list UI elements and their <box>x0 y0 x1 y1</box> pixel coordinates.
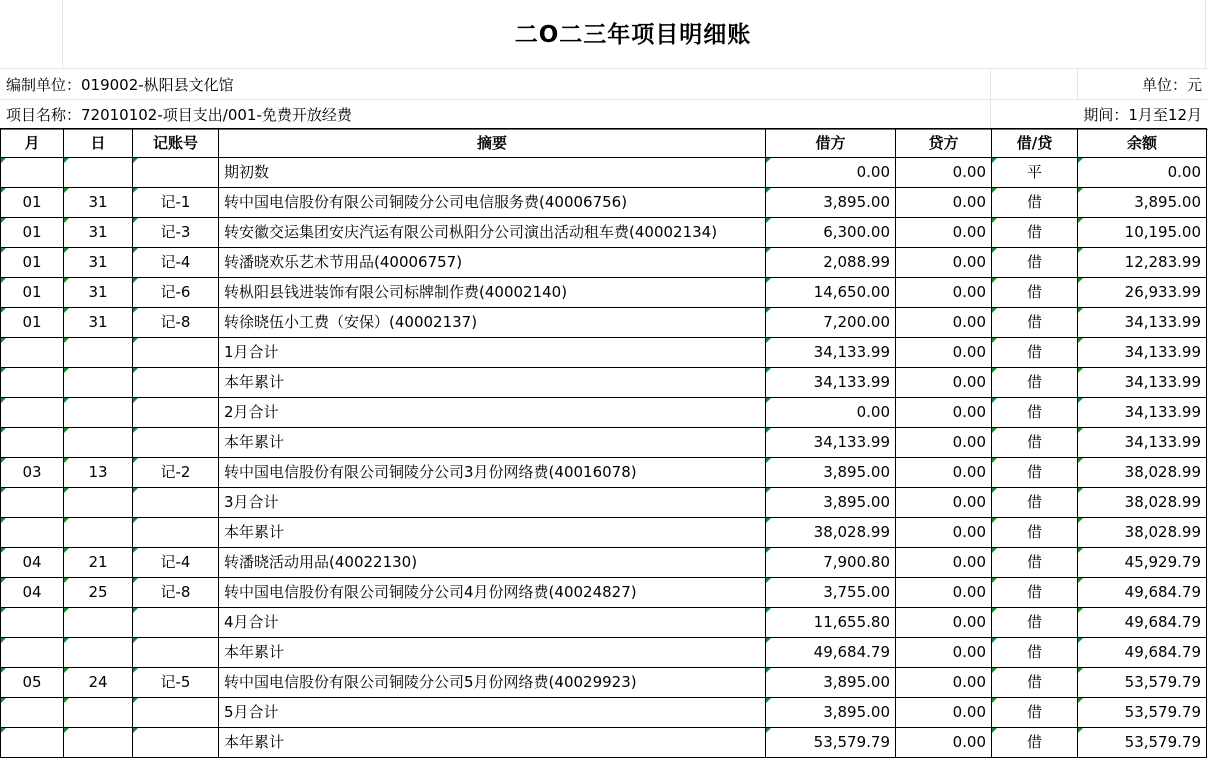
cell-month <box>1 518 64 548</box>
cell-credit: 0.00 <box>896 428 992 458</box>
cell-day: 13 <box>64 458 133 488</box>
cell-credit: 0.00 <box>896 698 992 728</box>
cell-debit: 7,200.00 <box>766 308 896 338</box>
table-row <box>1 638 1207 668</box>
cell-summary: 转中国电信股份有限公司铜陵分公司3月份网络费(40016078) <box>219 458 766 488</box>
table-row <box>1 428 1207 458</box>
cell-balance: 34,133.99 <box>1078 338 1207 368</box>
ledger-table <box>0 128 1207 758</box>
cell-debit: 7,900.80 <box>766 548 896 578</box>
cell-month: 01 <box>1 308 64 338</box>
table-row <box>1 218 1207 248</box>
table-row <box>1 158 1207 188</box>
cell-summary: 本年累计 <box>219 638 766 668</box>
table-row <box>1 548 1207 578</box>
cell-voucher <box>133 698 219 728</box>
cell-summary: 本年累计 <box>219 518 766 548</box>
cell-balance: 0.00 <box>1078 158 1207 188</box>
cell-credit: 0.00 <box>896 158 992 188</box>
cell-day <box>64 158 133 188</box>
cell-voucher: 记-6 <box>133 278 219 308</box>
cell-credit: 0.00 <box>896 608 992 638</box>
cell-voucher <box>133 638 219 668</box>
cell-day <box>64 608 133 638</box>
cell-voucher <box>133 728 219 758</box>
cell-voucher <box>133 488 219 518</box>
project-name: 项目名称：72010102-项目支出/001-免费开放经费 <box>6 106 352 124</box>
cell-voucher <box>133 398 219 428</box>
table-row <box>1 698 1207 728</box>
col-header-direction: 借/贷 <box>992 129 1078 158</box>
info-divider <box>990 99 991 129</box>
cell-summary: 转潘晓活动用品(40022130) <box>219 548 766 578</box>
cell-day <box>64 728 133 758</box>
cell-voucher: 记-1 <box>133 188 219 218</box>
cell-credit: 0.00 <box>896 638 992 668</box>
cell-month <box>1 398 64 428</box>
cell-debit: 6,300.00 <box>766 218 896 248</box>
cell-month <box>1 428 64 458</box>
cell-day: 31 <box>64 308 133 338</box>
table-row <box>1 578 1207 608</box>
cell-direction: 平 <box>992 158 1078 188</box>
cell-balance: 34,133.99 <box>1078 308 1207 338</box>
table-row <box>1 188 1207 218</box>
cell-balance: 34,133.99 <box>1078 368 1207 398</box>
cell-voucher: 记-8 <box>133 308 219 338</box>
table-row <box>1 278 1207 308</box>
cell-voucher <box>133 158 219 188</box>
cell-balance: 49,684.79 <box>1078 638 1207 668</box>
cell-month <box>1 638 64 668</box>
cell-direction: 借 <box>992 368 1078 398</box>
cell-balance: 53,579.79 <box>1078 728 1207 758</box>
cell-day <box>64 638 133 668</box>
cell-summary: 转枞阳县钱进装饰有限公司标牌制作费(40002140) <box>219 278 766 308</box>
cell-day: 21 <box>64 548 133 578</box>
cell-credit: 0.00 <box>896 398 992 428</box>
cell-balance: 12,283.99 <box>1078 248 1207 278</box>
cell-direction: 借 <box>992 428 1078 458</box>
cell-credit: 0.00 <box>896 548 992 578</box>
cell-month: 01 <box>1 218 64 248</box>
cell-direction: 借 <box>992 338 1078 368</box>
cell-month: 04 <box>1 578 64 608</box>
table-row <box>1 608 1207 638</box>
cell-summary: 2月合计 <box>219 398 766 428</box>
cell-voucher: 记-2 <box>133 458 219 488</box>
cell-voucher: 记-4 <box>133 548 219 578</box>
cell-balance: 38,028.99 <box>1078 518 1207 548</box>
cell-direction: 借 <box>992 248 1078 278</box>
cell-debit: 34,133.99 <box>766 338 896 368</box>
cell-credit: 0.00 <box>896 308 992 338</box>
cell-day: 31 <box>64 248 133 278</box>
cell-day: 25 <box>64 578 133 608</box>
cell-summary: 本年累计 <box>219 428 766 458</box>
col-header-balance: 余额 <box>1078 129 1207 158</box>
cell-summary: 转徐晓伍小工费（安保）(40002137) <box>219 308 766 338</box>
cell-credit: 0.00 <box>896 488 992 518</box>
cell-month: 05 <box>1 668 64 698</box>
col-header-credit: 贷方 <box>896 129 992 158</box>
cell-day <box>64 518 133 548</box>
cell-voucher <box>133 338 219 368</box>
cell-summary: 转中国电信股份有限公司铜陵分公司5月份网络费(40029923) <box>219 668 766 698</box>
cell-summary: 转中国电信股份有限公司铜陵分公司电信服务费(40006756) <box>219 188 766 218</box>
table-row <box>1 338 1207 368</box>
cell-day <box>64 368 133 398</box>
cell-credit: 0.00 <box>896 458 992 488</box>
cell-month: 01 <box>1 278 64 308</box>
col-header-summary: 摘要 <box>219 129 766 158</box>
cell-balance: 34,133.99 <box>1078 398 1207 428</box>
table-row <box>1 518 1207 548</box>
cell-direction: 借 <box>992 548 1078 578</box>
table-row <box>1 368 1207 398</box>
cell-month <box>1 158 64 188</box>
cell-direction: 借 <box>992 518 1078 548</box>
cell-voucher: 记-8 <box>133 578 219 608</box>
cell-debit: 0.00 <box>766 398 896 428</box>
cell-voucher <box>133 428 219 458</box>
cell-voucher: 记-4 <box>133 248 219 278</box>
cell-credit: 0.00 <box>896 338 992 368</box>
cell-month: 04 <box>1 548 64 578</box>
cell-day: 31 <box>64 218 133 248</box>
table-row <box>1 398 1207 428</box>
cell-credit: 0.00 <box>896 248 992 278</box>
col-header-day: 日 <box>64 129 133 158</box>
cell-month: 03 <box>1 458 64 488</box>
cell-day <box>64 428 133 458</box>
cell-balance: 38,028.99 <box>1078 488 1207 518</box>
project-info-row <box>0 99 1208 130</box>
cell-debit: 3,895.00 <box>766 188 896 218</box>
cell-month: 01 <box>1 248 64 278</box>
cell-summary: 3月合计 <box>219 488 766 518</box>
cell-balance: 53,579.79 <box>1078 698 1207 728</box>
cell-day: 31 <box>64 278 133 308</box>
cell-credit: 0.00 <box>896 188 992 218</box>
cell-day <box>64 488 133 518</box>
cell-voucher: 记-3 <box>133 218 219 248</box>
cell-balance: 45,929.79 <box>1078 548 1207 578</box>
info-divider <box>1077 69 1078 99</box>
cell-summary: 1月合计 <box>219 338 766 368</box>
cell-summary: 转潘晓欢乐艺术节用品(40006757) <box>219 248 766 278</box>
cell-balance: 10,195.00 <box>1078 218 1207 248</box>
cell-balance: 26,933.99 <box>1078 278 1207 308</box>
cell-credit: 0.00 <box>896 218 992 248</box>
cell-debit: 0.00 <box>766 158 896 188</box>
cell-direction: 借 <box>992 308 1078 338</box>
cell-balance: 34,133.99 <box>1078 428 1207 458</box>
col-header-month: 月 <box>1 129 64 158</box>
cell-debit: 3,895.00 <box>766 698 896 728</box>
compiling-unit: 编制单位：019002-枞阳县文化馆 <box>6 76 234 94</box>
header-row <box>1 129 1207 158</box>
cell-balance: 53,579.79 <box>1078 668 1207 698</box>
cell-direction: 借 <box>992 398 1078 428</box>
cell-debit: 3,895.00 <box>766 488 896 518</box>
currency-unit: 单位：元 <box>1141 76 1202 94</box>
cell-balance: 38,028.99 <box>1078 458 1207 488</box>
cell-debit: 34,133.99 <box>766 368 896 398</box>
cell-debit: 34,133.99 <box>766 428 896 458</box>
cell-balance: 49,684.79 <box>1078 578 1207 608</box>
cell-credit: 0.00 <box>896 728 992 758</box>
cell-direction: 借 <box>992 458 1078 488</box>
col-header-debit: 借方 <box>766 129 896 158</box>
cell-credit: 0.00 <box>896 368 992 398</box>
cell-debit: 3,895.00 <box>766 458 896 488</box>
cell-debit: 49,684.79 <box>766 638 896 668</box>
cell-direction: 借 <box>992 218 1078 248</box>
cell-credit: 0.00 <box>896 278 992 308</box>
period: 期间：1月至12月 <box>1083 106 1202 124</box>
cell-debit: 3,755.00 <box>766 578 896 608</box>
cell-direction: 借 <box>992 638 1078 668</box>
table-row <box>1 308 1207 338</box>
cell-summary: 本年累计 <box>219 368 766 398</box>
table-row <box>1 248 1207 278</box>
title-row <box>0 0 1208 69</box>
cell-day: 31 <box>64 188 133 218</box>
page-title: 二O二三年项目明细账 <box>514 22 752 48</box>
ledger-body <box>1 158 1207 758</box>
cell-debit: 38,028.99 <box>766 518 896 548</box>
cell-summary: 期初数 <box>219 158 766 188</box>
cell-direction: 借 <box>992 728 1078 758</box>
cell-direction: 借 <box>992 278 1078 308</box>
title-left-cell <box>0 0 63 68</box>
table-row <box>1 668 1207 698</box>
cell-debit: 14,650.00 <box>766 278 896 308</box>
table-row <box>1 488 1207 518</box>
cell-summary: 本年累计 <box>219 728 766 758</box>
cell-month: 01 <box>1 188 64 218</box>
cell-direction: 借 <box>992 578 1078 608</box>
cell-direction: 借 <box>992 668 1078 698</box>
cell-month <box>1 728 64 758</box>
cell-direction: 借 <box>992 488 1078 518</box>
cell-month <box>1 488 64 518</box>
cell-day <box>64 338 133 368</box>
cell-day <box>64 698 133 728</box>
cell-summary: 转中国电信股份有限公司铜陵分公司4月份网络费(40024827) <box>219 578 766 608</box>
cell-credit: 0.00 <box>896 578 992 608</box>
cell-voucher: 记-5 <box>133 668 219 698</box>
cell-day: 24 <box>64 668 133 698</box>
cell-month <box>1 698 64 728</box>
info-divider <box>990 69 991 99</box>
cell-debit: 2,088.99 <box>766 248 896 278</box>
cell-voucher <box>133 518 219 548</box>
cell-debit: 11,655.80 <box>766 608 896 638</box>
cell-direction: 借 <box>992 608 1078 638</box>
unit-info-row <box>0 69 1208 100</box>
cell-balance: 49,684.79 <box>1078 608 1207 638</box>
cell-voucher <box>133 368 219 398</box>
cell-summary: 4月合计 <box>219 608 766 638</box>
cell-direction: 借 <box>992 188 1078 218</box>
cell-debit: 53,579.79 <box>766 728 896 758</box>
cell-debit: 3,895.00 <box>766 668 896 698</box>
cell-summary: 5月合计 <box>219 698 766 728</box>
cell-balance: 3,895.00 <box>1078 188 1207 218</box>
table-row <box>1 458 1207 488</box>
cell-month <box>1 338 64 368</box>
cell-day <box>64 398 133 428</box>
cell-month <box>1 368 64 398</box>
cell-direction: 借 <box>992 698 1078 728</box>
cell-summary: 转安徽交运集团安庆汽运有限公司枞阳分公司演出活动租车费(40002134) <box>219 218 766 248</box>
table-row <box>1 728 1207 758</box>
cell-credit: 0.00 <box>896 668 992 698</box>
cell-credit: 0.00 <box>896 518 992 548</box>
col-header-voucher: 记账号 <box>133 129 219 158</box>
cell-month <box>1 608 64 638</box>
cell-voucher <box>133 608 219 638</box>
